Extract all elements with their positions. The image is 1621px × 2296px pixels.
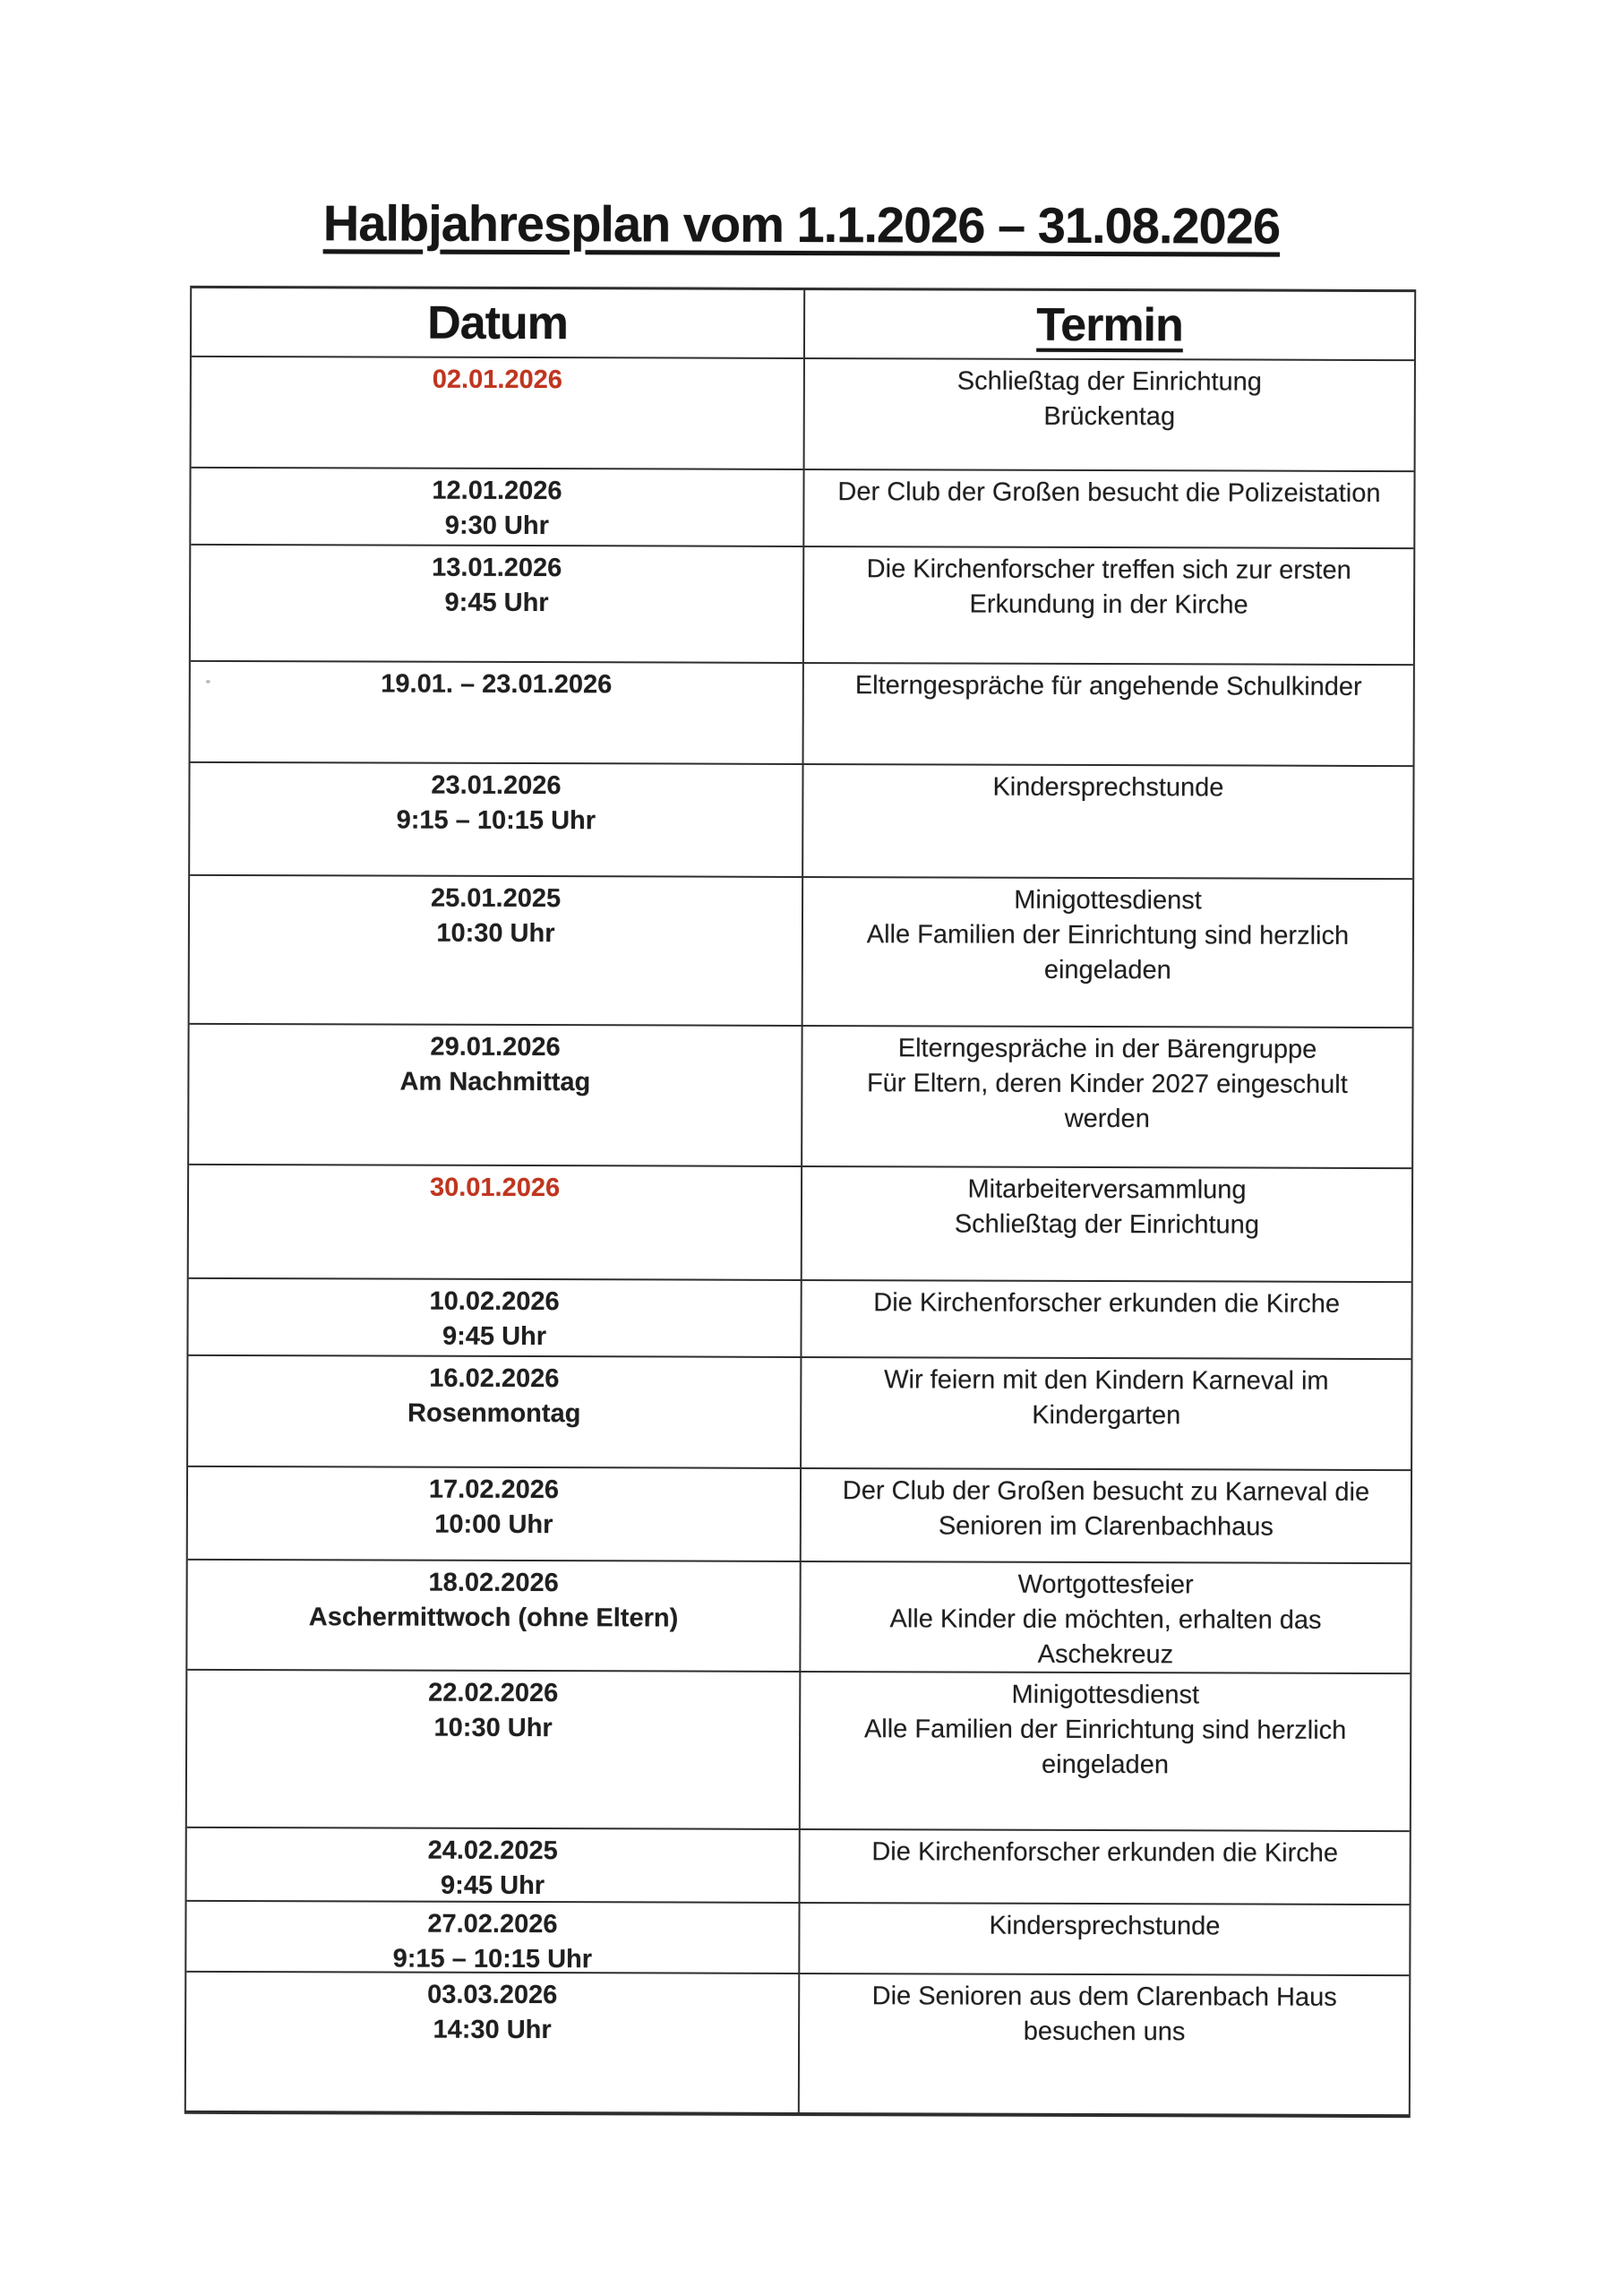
date-cell	[189, 1025, 802, 1165]
event-text: werden	[1064, 1104, 1150, 1134]
column-header-termin: Termin	[1036, 298, 1183, 351]
table-row	[189, 1025, 1411, 1169]
date-text: 16.02.2026	[429, 1363, 560, 1394]
table-row	[186, 1973, 1409, 2114]
table-row	[188, 1279, 1411, 1360]
date-text: 25.01.2025	[430, 883, 562, 914]
event-text: Der Club der Großen besucht zu Karneval die	[842, 1476, 1370, 1507]
table-header-row	[192, 288, 1414, 361]
date-text: 22.02.2026	[428, 1678, 559, 1708]
event-text: Wortgottesfeier	[1017, 1569, 1194, 1600]
date-cell	[187, 1561, 801, 1671]
date-text: 02.01.2026	[432, 365, 563, 395]
event-text: eingeladen	[1043, 955, 1171, 985]
event-cell	[800, 1974, 1409, 2114]
column-header-datum: Datum	[427, 297, 569, 349]
event-text: Schließtag der Einrichtung	[956, 366, 1262, 397]
event-cell	[804, 547, 1413, 664]
event-text: Die Kirchenforscher erkunden die Kirche	[873, 1288, 1341, 1319]
event-cell	[805, 359, 1414, 470]
event-text: Brückentag	[1043, 401, 1176, 432]
event-text: Senioren im Clarenbachhaus	[938, 1511, 1274, 1542]
table-row	[187, 1828, 1410, 1905]
table-row	[190, 763, 1412, 880]
event-text: Alle Kinder die möchten, erhalten das	[889, 1604, 1322, 1635]
event-text: Wir feiern mit den Kindern Karneval im	[884, 1365, 1329, 1396]
date-text: 10:30 Uhr	[433, 1713, 553, 1743]
event-text: Die Kirchenforscher erkunden die Kirche	[871, 1837, 1339, 1868]
event-cell	[801, 1673, 1411, 1830]
table-row	[187, 1561, 1410, 1674]
date-cell	[186, 1902, 800, 1973]
event-cell	[803, 765, 1412, 878]
date-text: 10:00 Uhr	[434, 1509, 553, 1540]
event-cell	[800, 1904, 1409, 1974]
event-text: Kindersprechstunde	[989, 1911, 1221, 1941]
date-text: Rosenmontag	[407, 1398, 581, 1429]
table-row	[191, 469, 1413, 549]
date-text: 9:15 – 10:15 Uhr	[392, 1944, 593, 1974]
event-text: Elterngespräche in der Bärengruppe	[897, 1034, 1317, 1064]
date-text: 29.01.2026	[430, 1032, 561, 1062]
event-text: Minigottesdienst	[1011, 1680, 1200, 1710]
date-cell	[187, 1671, 802, 1828]
date-cell	[190, 763, 803, 876]
schedule-table	[184, 286, 1416, 2118]
scan-artifact-dot	[206, 680, 210, 684]
page-title: Halbjahresplan vom 1.1.2026 – 31.08.2026	[322, 194, 1281, 254]
event-cell	[801, 1830, 1410, 1904]
date-text: 9:15 – 10:15 Uhr	[396, 805, 596, 836]
date-cell	[191, 546, 804, 662]
date-cell	[187, 1828, 801, 1902]
date-cell	[191, 662, 804, 763]
date-text: 18.02.2026	[428, 1568, 559, 1598]
table-row	[191, 546, 1413, 666]
table-row	[186, 1902, 1409, 1976]
event-text: Kindergarten	[1032, 1400, 1181, 1431]
date-text: 9:30 Uhr	[444, 511, 549, 541]
event-text: Alle Familien der Einrichtung sind herzlich	[866, 920, 1350, 950]
table-row	[191, 662, 1413, 767]
event-cell	[802, 1281, 1411, 1358]
event-text: Erkundung in der Kirche	[969, 589, 1248, 620]
event-text: Kindersprechstunde	[992, 772, 1224, 803]
date-text: Aschermittwoch (ohne Eltern)	[308, 1603, 679, 1633]
header-cell-termin	[805, 290, 1414, 359]
date-text: 10.02.2026	[429, 1286, 560, 1317]
date-text: 9:45 Uhr	[444, 588, 549, 618]
event-cell	[803, 878, 1413, 1027]
date-text: 17.02.2026	[428, 1475, 560, 1505]
date-cell	[189, 1165, 802, 1279]
event-text: Die Kirchenforscher treffen sich zur ersten	[866, 555, 1351, 585]
event-text: Aschekreuz	[1037, 1639, 1174, 1670]
date-text: 30.01.2026	[429, 1173, 561, 1203]
event-text: besuchen uns	[1023, 2017, 1186, 2047]
date-text: 10:30 Uhr	[436, 918, 555, 949]
table-row	[187, 1671, 1411, 1832]
header-cell-datum	[192, 288, 805, 357]
date-text: 9:45 Uhr	[441, 1870, 545, 1901]
event-text: Für Eltern, deren Kinder 2027 eingeschult	[866, 1069, 1348, 1099]
date-text: 12.01.2026	[432, 476, 562, 506]
event-cell	[802, 1167, 1411, 1281]
event-text: eingeladen	[1042, 1750, 1170, 1780]
event-text: Elterngespräche für angehende Schulkinder	[854, 671, 1362, 701]
event-text: Der Club der Großen besucht die Polizeistation	[837, 477, 1381, 508]
date-cell	[188, 1467, 802, 1561]
date-cell	[188, 1279, 802, 1356]
event-cell	[801, 1562, 1410, 1673]
table-row	[188, 1356, 1411, 1471]
date-cell	[188, 1356, 802, 1467]
date-cell	[191, 469, 804, 546]
date-text: Am Nachmittag	[399, 1067, 591, 1097]
date-text: 19.01. – 23.01.2026	[381, 669, 613, 700]
date-text: 03.03.2026	[427, 1980, 558, 2010]
table-row	[188, 1467, 1411, 1564]
date-cell	[186, 1973, 800, 2112]
date-cell	[190, 876, 804, 1025]
event-text: Minigottesdienst	[1014, 885, 1202, 916]
date-text: 24.02.2025	[427, 1836, 558, 1866]
event-cell	[802, 1358, 1411, 1469]
event-text: Die Senioren aus dem Clarenbach Haus	[871, 1982, 1337, 2012]
event-cell	[804, 470, 1413, 547]
table-row	[189, 1165, 1411, 1283]
date-text: 13.01.2026	[432, 553, 562, 583]
date-text: 14:30 Uhr	[433, 2015, 552, 2045]
event-cell	[802, 1469, 1411, 1562]
date-cell	[192, 357, 805, 469]
date-text: 23.01.2026	[431, 770, 562, 801]
event-text: Alle Familien der Einrichtung sind herzlich	[863, 1715, 1347, 1745]
event-cell	[804, 664, 1413, 765]
date-text: 27.02.2026	[427, 1909, 558, 1939]
event-text: Schließtag der Einrichtung	[954, 1209, 1260, 1240]
table-row	[190, 876, 1413, 1028]
event-cell	[802, 1027, 1411, 1167]
date-text: 9:45 Uhr	[442, 1321, 547, 1352]
table-row	[192, 357, 1414, 472]
event-text: Mitarbeiterversammlung	[967, 1174, 1247, 1205]
